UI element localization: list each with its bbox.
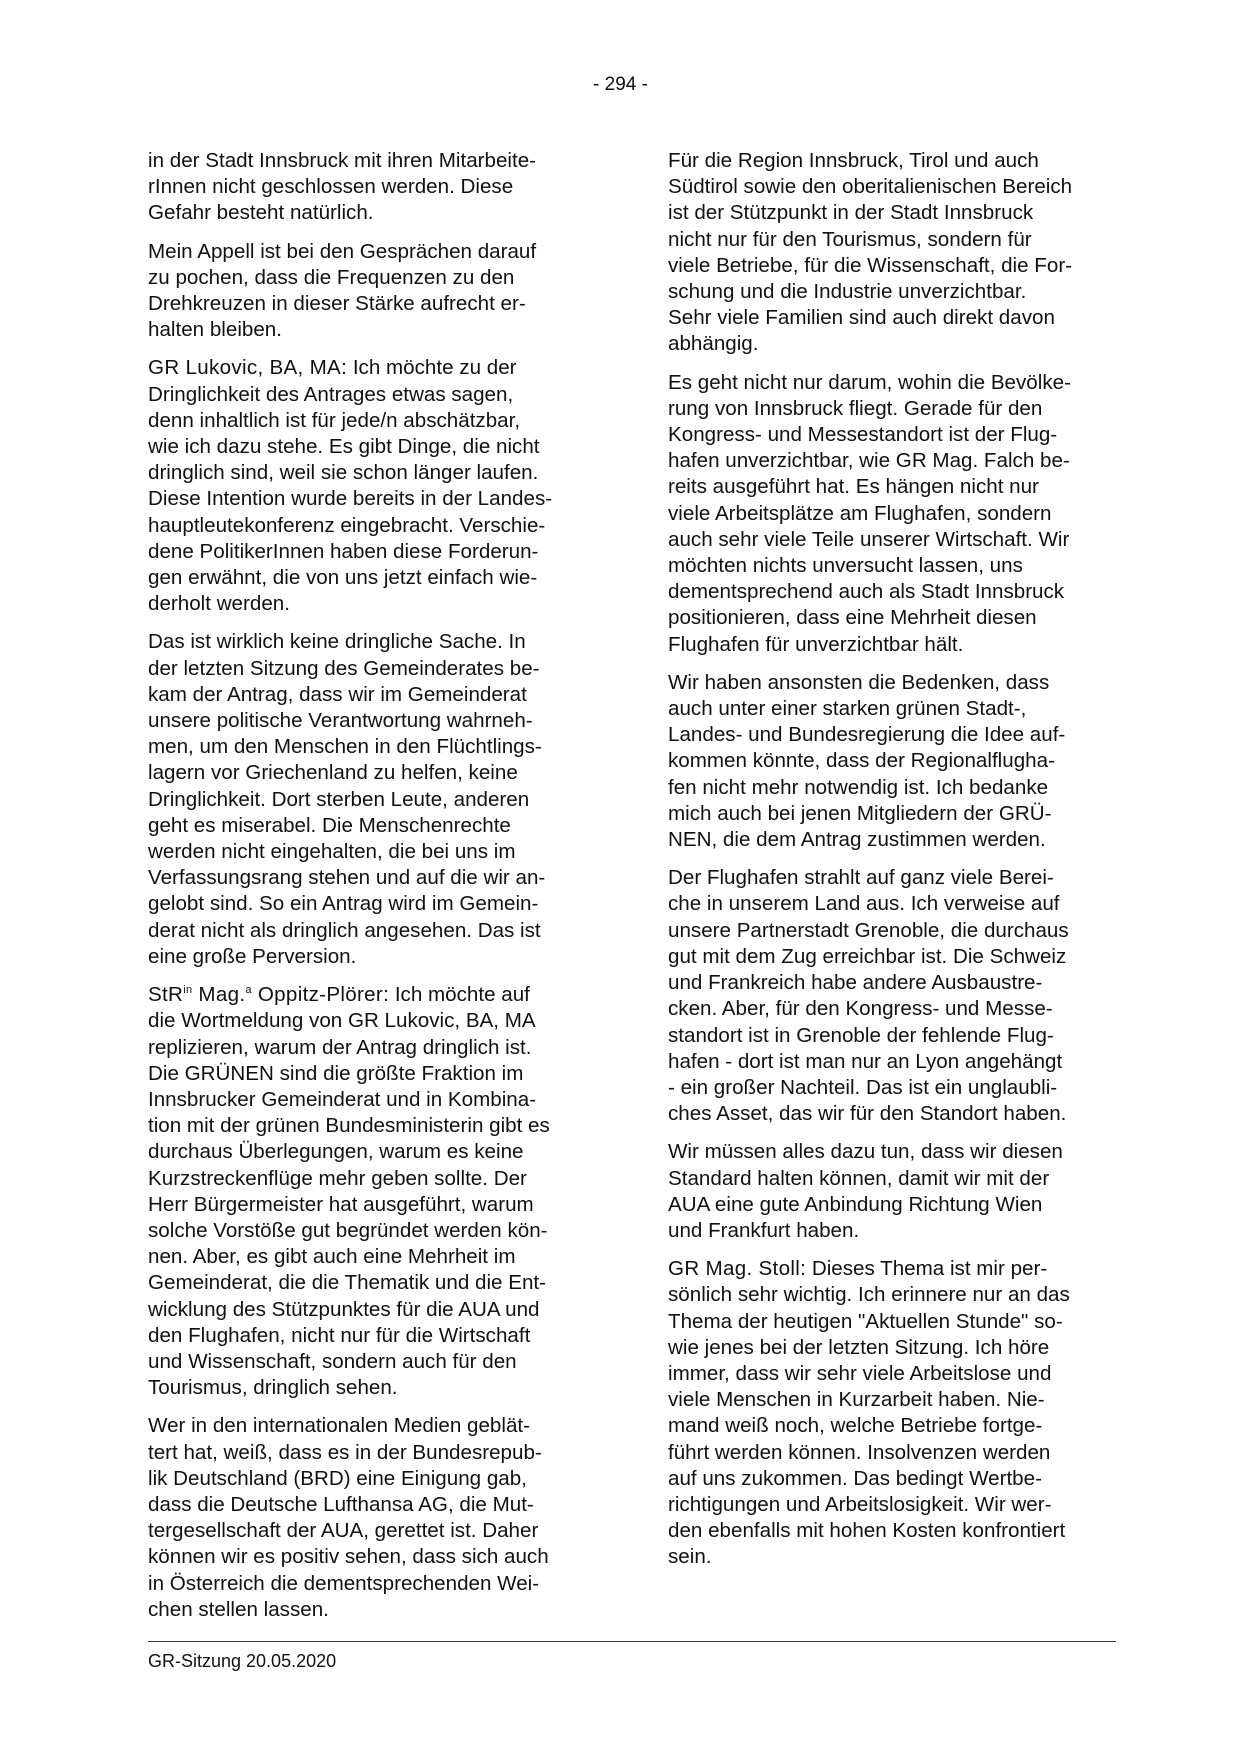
page-number: - 294 - [593,74,648,95]
left-column [148,148,598,1635]
paragraph: Es geht nicht nur darum, wohin die Bevölke- rung von Innsbruck fliegt. Gerade für den Kongress- und Messestandort ist der Flug- hafen unverzichtbar, wie GR Mag. Falch be- reits ausgeführt hat. Es hängen nicht nur viele Arbeitsplätze am Flughafen, sondern auch sehr viele Teile unserer Wirtschaft. Wir möchten nichts unversucht lassen, uns dementsprechend auch als Stadt Innsbruck positionieren, dass eine Mehrheit diesen Flughafen für unverzichtbar hält. [668,370,1071,656]
paragraph: StR$^{in}$ Mag.$^a$ Oppitz-Plörer: Ich möchte auf die Wortmeldung von GR Lukovic, BA, MA replizieren, warum der Antrag dringlich ist. Die GRÜNEN sind die größte Fraktion im Innsbrucker Gemeinderat und in Kombina- tion mit der grünen Bundesministerin gibt es durchaus Überlegungen, warum es keine Kurzstreckenflüge mehr geben sollte. Der Herr Bürgermeister hat ausgeführt, warum solche Vorstöße gut begründet werden kön- nen. Aber, es gibt auch eine Mehrheit im Gemeinderat, die die Thematik und die Ent- wicklung des Stützpunktes für die AUA und den Flughafen, nicht nur für die Wirtschaft und Wissenschaft, sondern auch für den Tourismus, dringlich sehen. [148,983,550,1400]
right-column [668,148,1118,1583]
speaker-name: GR Lukovic, BA, MA: [148,356,348,380]
paragraph: Der Flughafen strahlt auf ganz viele Berei- che in unserem Land aus. Ich verweise auf unsere Partnerstadt Grenoble, die durchaus gut mit dem Zug erreichbar ist. Die Schweiz und Frankreich habe andere Ausbaustre- cken. Aber, für den Kongress- und Messe- standort ist in Grenoble der fehlende Flug- hafen - dort ist man nur an Lyon angehängt - ein großer Nachteil. Das ist ein unglaubli- ches Asset, das wir für den Standort haben. [668,866,1069,1126]
paragraph: Für die Region Innsbruck, Tirol und auch Südtirol sowie den oberitalienischen Bereich ist der Stützpunkt in der Stadt Innsbruck nicht nur für den Tourismus, sondern für viele Betriebe, für die Wissenschaft, die For- schung und die Industrie unverzichtbar. Sehr viele Familien sind auch direkt davon abhängig. [668,149,1073,356]
paragraph: Wir müssen alles dazu tun, dass wir diesen Standard halten können, damit wir mit der AUA eine gute Anbindung Richtung Wien und Frankfurt haben. [668,1140,1063,1242]
paragraph: GR Lukovic, BA, MA: Ich möchte zu der Dringlichkeit des Antrages etwas sagen, denn inhaltlich ist für jede/n abschätzbar, wie ich dazu stehe. Es gibt Dinge, die nicht dringlich sind, weil sie schon länger laufen. Diese Intention wurde bereits in der Landes- hauptleutekonferenz eingebracht. Verschie- dene PolitikerInnen haben diese Forderun- gen erwähnt, die von uns jetzt einfach wie- derholt werden. [148,356,553,616]
paragraph: Wer in den internationalen Medien geblät- tert hat, weiß, dass es in der Bundesrepub- lik Deutschland (BRD) eine Einigung gab, dass die Deutsche Lufthansa AG, die Mut- tergesellschaft der AUA, gerettet ist. Daher können wir es positiv sehen, dass sich auch in Österreich die dementsprechenden Wei- chen stellen lassen. [148,1414,549,1621]
paragraph: GR Mag. Stoll: Dieses Thema ist mir per- sönlich sehr wichtig. Ich erinnere nur an das Thema der heutigen "Aktuellen Stunde" so- wie jenes bei der letzten Sitzung. Ich höre immer, dass wir sehr viele Arbeitslose und viele Menschen in Kurzarbeit haben. Nie- mand weiß noch, welche Betriebe fortge- führt werden können. Insolvenzen werden auf uns zukommen. Das bedingt Wertbe- richtigungen und Arbeitslosigkeit. Wir wer- den ebenfalls mit hohen Kosten konfrontiert sein. [668,1257,1070,1569]
paragraph: Wir haben ansonsten die Bedenken, dass auch unter einer starken grünen Stadt-, Landes- und Bundesregierung die Idee auf- kommen könnte, dass der Regionalflugha- fen nicht mehr notwendig ist. Ich bedanke mich auch bei jenen Mitgliedern der GRÜ- NEN, die dem Antrag zustimmen werden. [668,670,1066,852]
footer-divider [148,1641,1116,1642]
paragraph: Das ist wirklich keine dringliche Sache. In der letzten Sitzung des Gemeinderates be- kam der Antrag, dass wir im Gemeinderat unsere politische Verantwortung wahrneh- men, um den Menschen in den Flüchtlings- lagern vor Griechenland zu helfen, keine Dringlichkeit. Dort sterben Leute, anderen geht es miserabel. Die Menschenrechte werden nicht eingehalten, die bei uns im Verfassungsrang stehen und auf die wir an- gelobt sind. So ein Antrag wird im Gemein- derat nicht als dringlich angesehen. Das ist eine große Perversion. [148,630,546,968]
speaker-name: StR$^{in}$ Mag.$^a$ Oppitz-Plörer: [148,983,390,1007]
paragraph: in der Stadt Innsbruck mit ihren Mitarbeite- rInnen nicht geschlossen werden. Diese Gefahr besteht natürlich. [148,149,537,225]
footer-text: GR-Sitzung 20.05.2020 [148,1651,337,1671]
speaker-name: GR Mag. Stoll: [668,1257,807,1281]
paragraph: Mein Appell ist bei den Gesprächen darauf zu pochen, dass die Frequenzen zu den Drehkreuzen in dieser Stärke aufrecht er- halten bleiben. [148,239,537,342]
